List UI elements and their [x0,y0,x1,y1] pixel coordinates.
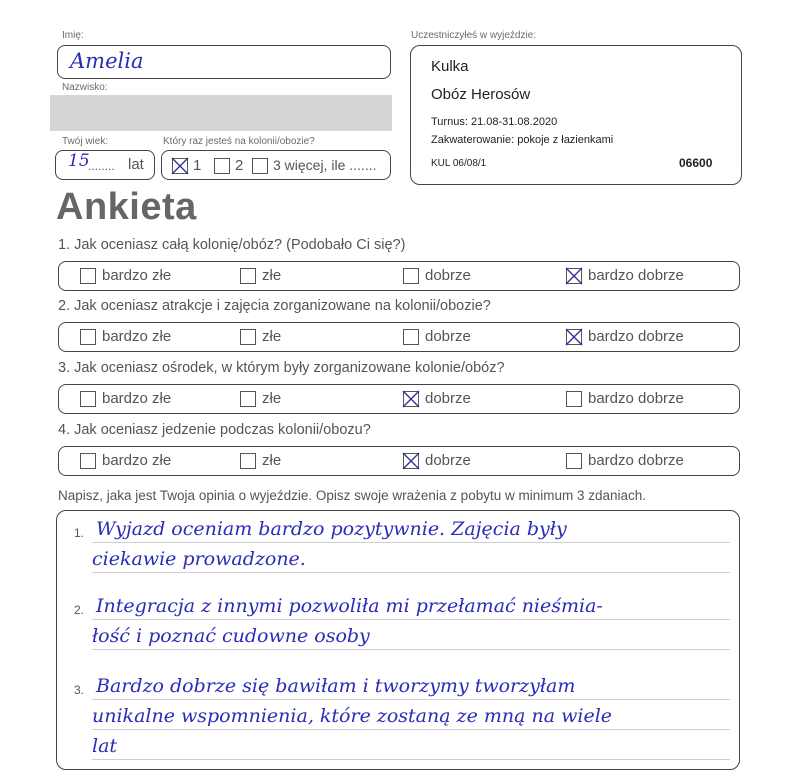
question-1-checkbox-1[interactable] [80,268,96,284]
times-option-2: 2 [235,157,244,174]
question-1-text: 1. Jak oceniasz całą kolonię/obóz? (Podobało Ci się?) [58,237,406,253]
opinion-3-line: lat [92,735,118,757]
question-4-checkbox-1[interactable] [80,453,96,469]
question-4-option-label: bardzo złe [102,452,172,469]
ruled-line [92,649,730,650]
ruled-line [92,619,730,620]
ruled-line [92,699,730,700]
turnus-value: 21.08-31.08.2020 [470,116,558,128]
ruled-line [92,542,730,543]
age-field[interactable] [55,150,155,180]
age-value: 15 [68,151,90,171]
times-option-1: 1 [193,157,202,174]
question-1-checkbox-2[interactable] [240,268,256,284]
question-3-option-label: złe [262,390,282,407]
opinion-2-line: łość i poznać cudowne osoby [92,625,370,647]
question-2-text: 2. Jak oceniasz atrakcje i zajęcia zorganizowane na kolonii/obozie? [58,298,491,314]
times-field [161,150,391,180]
question-2-checkbox-1[interactable] [80,329,96,345]
question-3-checkbox-2[interactable] [240,391,256,407]
question-1-checkbox-4[interactable] [566,268,582,284]
surname-redacted [50,95,392,131]
ruled-line [92,729,730,730]
times-checkbox-2[interactable] [214,158,230,174]
ruled-line [92,759,730,760]
question-2-checkbox-2[interactable] [240,329,256,345]
check-x-icon [402,390,420,408]
question-4-option-label: bardzo dobrze [588,452,684,469]
turnus-label: Turnus: [431,116,468,128]
name-field[interactable] [57,45,391,79]
opinion-1-number: 1. [74,526,85,540]
participant-card [410,45,742,185]
question-4-text: 4. Jak oceniasz jedzenie podczas kolonii/obozu? [58,422,371,438]
opinion-2-number: 2. [74,603,85,617]
question-3-option-label: dobrze [425,390,471,407]
age-unit: lat [128,156,144,173]
age-dots: ........ [88,159,115,173]
question-4-checkbox-4[interactable] [566,453,582,469]
question-3-checkbox-1[interactable] [80,391,96,407]
opinion-3-number: 3. [74,683,85,697]
times-checkbox-3[interactable] [252,158,268,174]
times-option-3: 3 więcej, ile ....... [273,157,377,173]
opinion-3-line: Bardzo dobrze się bawiłam i tworzymy tworzyłam [96,675,576,697]
question-3-option-label: bardzo złe [102,390,172,407]
question-4-option-label: złe [262,452,282,469]
ruled-line [92,572,730,573]
question-2-option-label: złe [262,328,282,345]
accommodation-value: pokoje z łazienkami [517,134,614,146]
question-1-option-label: dobrze [425,267,471,284]
times-label: Który raz jesteś na kolonii/obozie? [163,136,315,147]
accommodation-row [431,134,613,146]
participant-card-label: Uczestniczyłeś w wyjeździe: [411,30,537,41]
question-4-checkbox-2[interactable] [240,453,256,469]
question-2-checkbox-4[interactable] [566,329,582,345]
question-1-option-label: bardzo dobrze [588,267,684,284]
question-4-checkbox-3[interactable] [403,453,419,469]
question-1-option-label: złe [262,267,282,284]
name-label: Imię: [62,30,84,41]
question-2-option-label: bardzo dobrze [588,328,684,345]
question-4-option-label: dobrze [425,452,471,469]
opinion-1-line: Wyjazd oceniam bardzo pozytywnie. Zajęcia były [96,518,567,540]
surname-label: Nazwisko: [62,82,108,93]
participant-number: 06600 [679,156,713,170]
question-3-option-label: bardzo dobrze [588,390,684,407]
camp-name: Obóz Herosów [431,86,531,103]
question-2-option-label: dobrze [425,328,471,345]
question-1-option-label: bardzo złe [102,267,172,284]
check-x-icon [565,267,583,285]
participant-name: Kulka [431,58,469,75]
name-value: Amelia [70,49,144,73]
question-3-text: 3. Jak oceniasz ośrodek, w którym były zorganizowane kolonie/obóz? [58,360,505,376]
age-label: Twój wiek: [62,136,109,147]
question-3-checkbox-3[interactable] [403,391,419,407]
turnus-row [431,116,557,128]
question-1-checkbox-3[interactable] [403,268,419,284]
accommodation-label: Zakwaterowanie: [431,134,515,146]
times-checkbox-1[interactable] [172,158,188,174]
check-x-icon [565,328,583,346]
check-x-icon [402,452,420,470]
participant-code: KUL 06/08/1 [431,158,487,169]
opinion-3-line: unikalne wspomnienia, które zostaną ze mną na wiele [92,705,613,727]
survey-title: Ankieta [56,186,197,228]
opinion-1-line: ciekawie prowadzone. [92,548,306,570]
check-x-icon [171,157,189,175]
question-3-checkbox-4[interactable] [566,391,582,407]
opinion-2-line: Integracja z innymi pozwoliła mi przełamać nieśmia- [96,595,603,617]
opinion-prompt: Napisz, jaka jest Twoja opinia o wyjeździe. Opisz swoje wrażenia z pobytu w minimum 3 zdaniach. [58,488,647,503]
question-2-checkbox-3[interactable] [403,329,419,345]
question-2-option-label: bardzo złe [102,328,172,345]
